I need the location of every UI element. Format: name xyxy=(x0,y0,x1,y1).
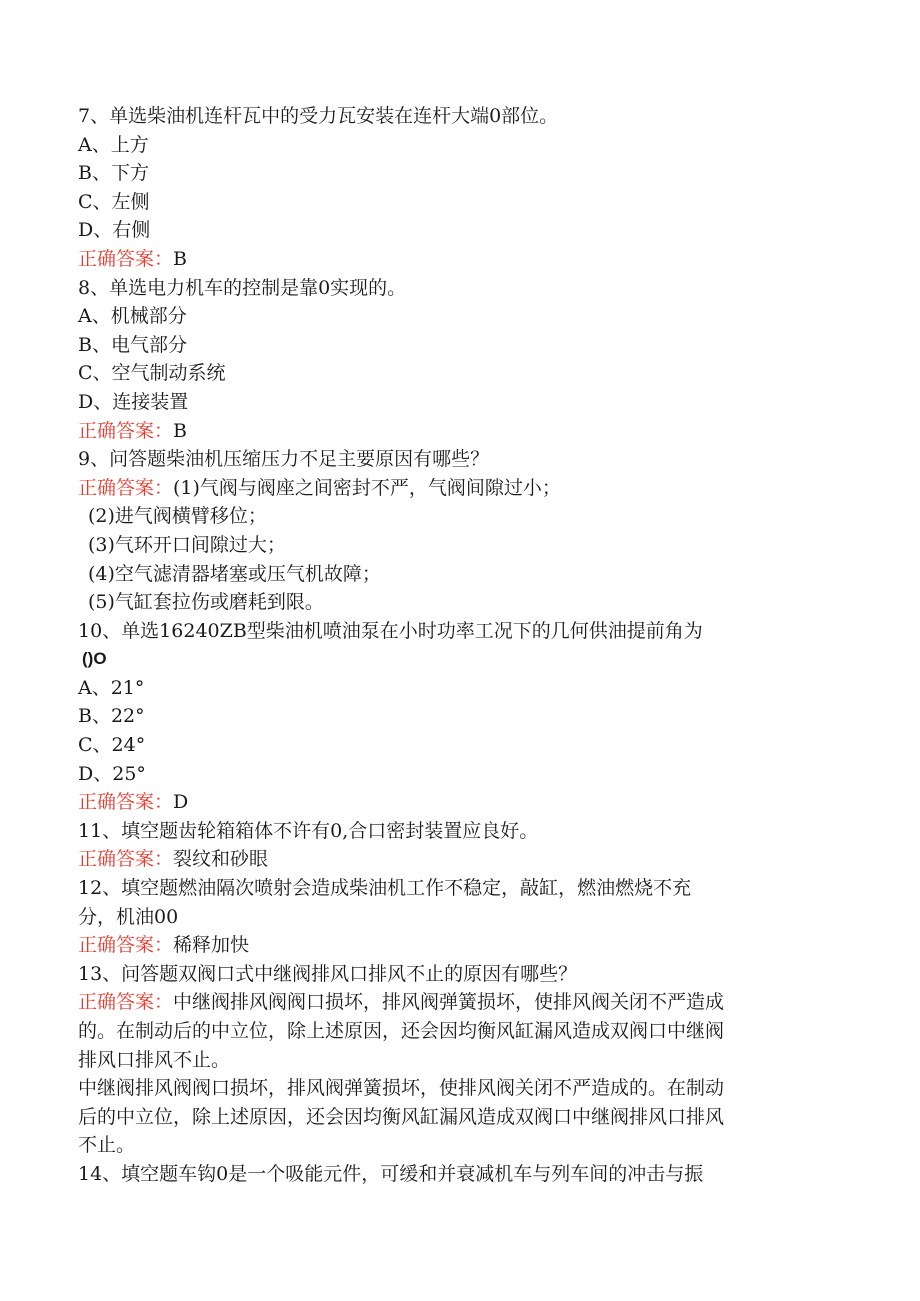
answer-value: B xyxy=(173,419,187,442)
q8-option-b: B、电气部分 xyxy=(78,333,187,356)
q7-option-c: C、左侧 xyxy=(78,190,150,213)
document-page xyxy=(78,102,838,1189)
question-8: 8、单选电力机车的控制是靠0实现的。 xyxy=(78,276,407,299)
q13-repeat-line: 中继阀排风阀阀口损坏，排风阀弹簧损坏，使排风阀关闭不严造成的。在制动 xyxy=(78,1077,725,1100)
question-13: 13、问答题双阀口式中继阀排风口排风不止的原因有哪些？ xyxy=(78,962,578,985)
q13-answer xyxy=(78,988,838,1017)
q11-answer xyxy=(78,845,838,874)
question-7: 7、单选柴油机连杆瓦中的受力瓦安装在连杆大端0部位。 xyxy=(78,105,559,127)
answer-label: 正确答案： xyxy=(78,419,174,442)
answer-value: 稀释加快 xyxy=(173,934,250,957)
question-10: 10、单选16240ZB型柴油机喷油泵在小时功率工况下的几何供油提前角为 xyxy=(78,619,703,642)
q7-option-b: B、下方 xyxy=(78,162,149,185)
answer-label: 正确答案： xyxy=(78,476,174,499)
q13-repeat-line: 不止。 xyxy=(78,1134,136,1157)
answer-label: 正确答案： xyxy=(78,934,174,957)
question-12: 12、填空题燃油隔次喷射会造成柴油机工作不稳定，敲缸，燃油燃烧不充 xyxy=(78,877,692,900)
answer-label: 正确答案： xyxy=(78,848,174,871)
q10-option-c: C、24° xyxy=(78,734,146,757)
answer-value: 中继阀排风阀阀口损坏，排风阀弹簧损坏，使排风阀关闭不严造成 xyxy=(173,991,725,1014)
question-11: 11、填空题齿轮箱箱体不许有0,合口密封装置应良好。 xyxy=(78,819,539,842)
answer-value: B xyxy=(173,247,187,270)
q13-answer-line: 排风口排风不止。 xyxy=(78,1048,231,1071)
q9-answer-line: (3)气环开口间隙过大； xyxy=(88,533,286,556)
q9-answer-line: (2)进气阀横臂移位； xyxy=(88,505,267,528)
answer-label: 正确答案： xyxy=(78,247,174,270)
q13-repeat-line: 后的中立位，除上述原因，还会因均衡风缸漏风造成双阀口中继阀排风口排风 xyxy=(78,1105,725,1128)
q7-answer xyxy=(78,245,838,274)
q10-option-b: B、22° xyxy=(78,705,145,728)
q7-option-d: D、右侧 xyxy=(78,219,151,242)
answer-value: 裂纹和砂眼 xyxy=(173,848,269,871)
q10-option-a: A、21° xyxy=(78,676,145,699)
q12-answer xyxy=(78,931,838,960)
answer-label: 正确答案： xyxy=(78,791,174,814)
q8-option-d: D、连接装置 xyxy=(78,390,189,413)
answer-value: (1)气阀与阀座之间密封不严，气阀间隙过小； xyxy=(173,476,561,499)
q13-answer-line: 的。在制动后的中立位，除上述原因，还会因均衡风缸漏风造成双阀口中继阀 xyxy=(78,1020,725,1042)
q8-option-a: A、机械部分 xyxy=(78,305,187,328)
answer-label: 正确答案： xyxy=(78,991,174,1014)
question-14: 14、填空题车钩0是一个吸能元件，可缓和并衰减机车与列车间的冲击与振 xyxy=(78,1162,704,1185)
q9-answer-line: (5)气缸套拉伤或磨耗到限。 xyxy=(88,591,324,614)
question-12-cont: 分，机油00 xyxy=(78,905,179,928)
question-9: 9、问答题柴油机压缩压力不足主要原因有哪些？ xyxy=(78,448,490,471)
q8-option-c: C、空气制动系统 xyxy=(78,362,226,385)
q8-answer xyxy=(78,417,838,446)
q9-answer xyxy=(78,474,838,503)
q10-answer xyxy=(78,788,838,817)
answer-value: D xyxy=(173,791,189,814)
q7-option-a: A、上方 xyxy=(78,133,149,156)
q9-answer-line: (4)空气滤清器堵塞或压气机故障； xyxy=(88,562,381,585)
question-10-cont: ()O xyxy=(82,649,107,669)
q10-option-d: D、25° xyxy=(78,762,146,785)
